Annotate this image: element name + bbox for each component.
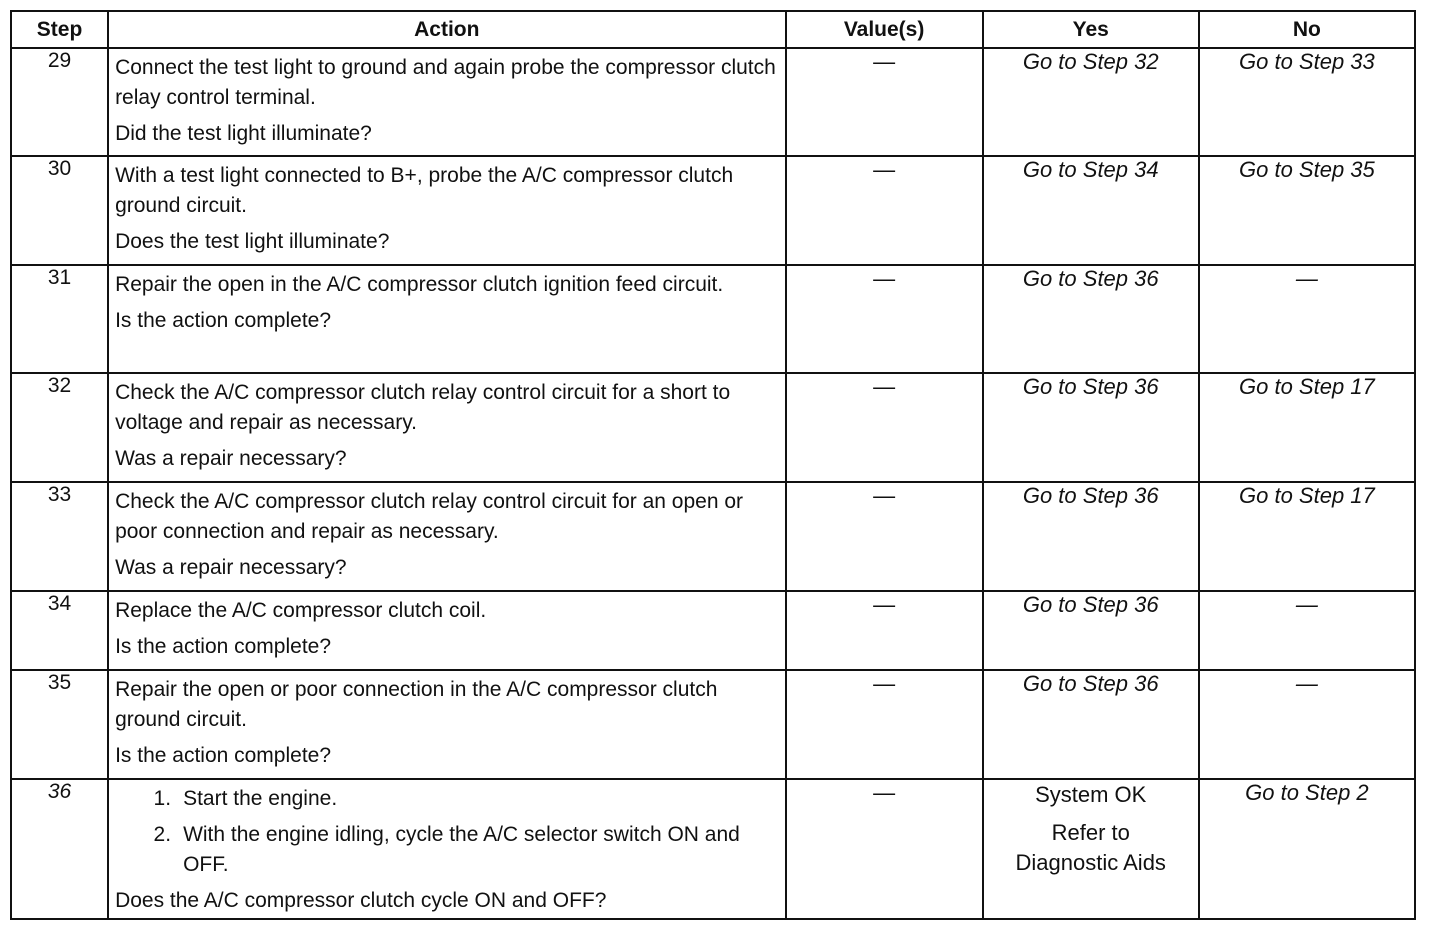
table-row: [11, 670, 1415, 779]
value-cell: —: [786, 373, 983, 482]
no-cell: [1199, 156, 1415, 265]
list-item-text: Start the engine.: [183, 787, 338, 810]
no-cell: [1199, 779, 1415, 919]
list-item: [115, 820, 776, 880]
no-cell: [1199, 591, 1415, 670]
no-result: Go to Step 35: [1239, 157, 1375, 182]
no-result: Go to Step 2: [1245, 780, 1369, 805]
step-number: 35: [11, 670, 108, 779]
yes-cell: [983, 779, 1199, 919]
no-result: —: [1295, 671, 1318, 696]
no-cell: [1199, 48, 1415, 156]
action-question: Was a repair necessary?: [115, 556, 347, 579]
system-ok-text: System OK: [1035, 782, 1147, 807]
header-values: Value(s): [786, 11, 983, 48]
header-yes: Yes: [983, 11, 1199, 48]
diagnostic-aids-text: Diagnostic Aids: [1015, 850, 1166, 875]
action-cell: [108, 779, 785, 919]
value-cell: —: [786, 670, 983, 779]
table-row: [11, 265, 1415, 373]
action-question: Is the action complete?: [115, 309, 332, 332]
no-result: —: [1295, 266, 1318, 291]
header-action: Action: [108, 11, 785, 48]
action-cell: [108, 591, 785, 670]
no-cell: [1199, 265, 1415, 373]
action-question: Does the A/C compressor clutch cycle ON and OFF?: [115, 889, 607, 912]
no-cell: [1199, 670, 1415, 779]
system-ok-block: [984, 780, 1198, 880]
action-cell: [108, 373, 785, 482]
action-cell: [108, 156, 785, 265]
yes-cell: [983, 591, 1199, 670]
table-header-row: [11, 11, 1415, 48]
list-item: [115, 784, 776, 814]
action-question: Is the action complete?: [115, 635, 332, 658]
value-cell: —: [786, 779, 983, 919]
step-number: 36: [11, 779, 108, 919]
no-result: Go to Step 17: [1239, 483, 1375, 508]
action-steps-list: [115, 784, 776, 880]
action-text: Replace the A/C compressor clutch coil.: [115, 599, 487, 622]
action-text: Check the A/C compressor clutch relay control circuit for a short to voltage and repair as necessary.: [115, 381, 731, 434]
action-question: Is the action complete?: [115, 744, 332, 767]
no-cell: [1199, 373, 1415, 482]
list-item-number: 1.: [153, 787, 172, 810]
no-cell: [1199, 482, 1415, 591]
step-number: 33: [11, 482, 108, 591]
diagnostic-table: [10, 10, 1416, 920]
action-question: Was a repair necessary?: [115, 447, 347, 470]
header-no: No: [1199, 11, 1415, 48]
action-cell: [108, 265, 785, 373]
action-text: With a test light connected to B+, probe the A/C compressor clutch ground circuit.: [115, 164, 734, 217]
step-number: 30: [11, 156, 108, 265]
yes-result: Go to Step 32: [1022, 49, 1159, 74]
no-result: Go to Step 17: [1239, 374, 1375, 399]
table-row: [11, 373, 1415, 482]
action-cell: [108, 482, 785, 591]
no-result: —: [1295, 592, 1318, 617]
value-cell: —: [786, 48, 983, 156]
step-number: 32: [11, 373, 108, 482]
table-row: [11, 48, 1415, 156]
no-result: Go to Step 33: [1239, 49, 1375, 74]
action-text: Check the A/C compressor clutch relay control circuit for an open or poor connection and repair as necessary.: [115, 490, 744, 543]
step-number: 31: [11, 265, 108, 373]
action-text: Repair the open or poor connection in the A/C compressor clutch ground circuit.: [115, 678, 718, 731]
value-cell: —: [786, 482, 983, 591]
yes-result: Go to Step 36: [1022, 483, 1159, 508]
table-row: [11, 156, 1415, 265]
yes-cell: [983, 373, 1199, 482]
yes-result: Go to Step 36: [1022, 266, 1159, 291]
yes-cell: [983, 48, 1199, 156]
yes-result: Go to Step 36: [1022, 671, 1159, 696]
action-cell: [108, 670, 785, 779]
step-number: 29: [11, 48, 108, 156]
step-number: 34: [11, 591, 108, 670]
yes-cell: [983, 482, 1199, 591]
refer-to-text: Refer to: [1051, 820, 1130, 845]
value-cell: —: [786, 265, 983, 373]
action-question: Did the test light illuminate?: [115, 122, 372, 145]
yes-cell: [983, 156, 1199, 265]
list-item-text: With the engine idling, cycle the A/C selector switch ON and OFF.: [183, 823, 740, 876]
yes-result: Go to Step 34: [1022, 157, 1159, 182]
yes-cell: [983, 265, 1199, 373]
header-step: Step: [11, 11, 108, 48]
yes-result: Go to Step 36: [1022, 374, 1159, 399]
list-item-number: 2.: [153, 823, 172, 846]
value-cell: —: [786, 156, 983, 265]
action-text: Repair the open in the A/C compressor clutch ignition feed circuit.: [115, 273, 724, 296]
value-cell: —: [786, 591, 983, 670]
table-row: [11, 482, 1415, 591]
table-row: [11, 779, 1415, 919]
yes-cell: [983, 670, 1199, 779]
yes-result: Go to Step 36: [1022, 592, 1159, 617]
action-text: Connect the test light to ground and again probe the compressor clutch relay control terminal.: [115, 56, 776, 109]
table-row: [11, 591, 1415, 670]
action-question: Does the test light illuminate?: [115, 230, 390, 253]
action-cell: [108, 48, 785, 156]
